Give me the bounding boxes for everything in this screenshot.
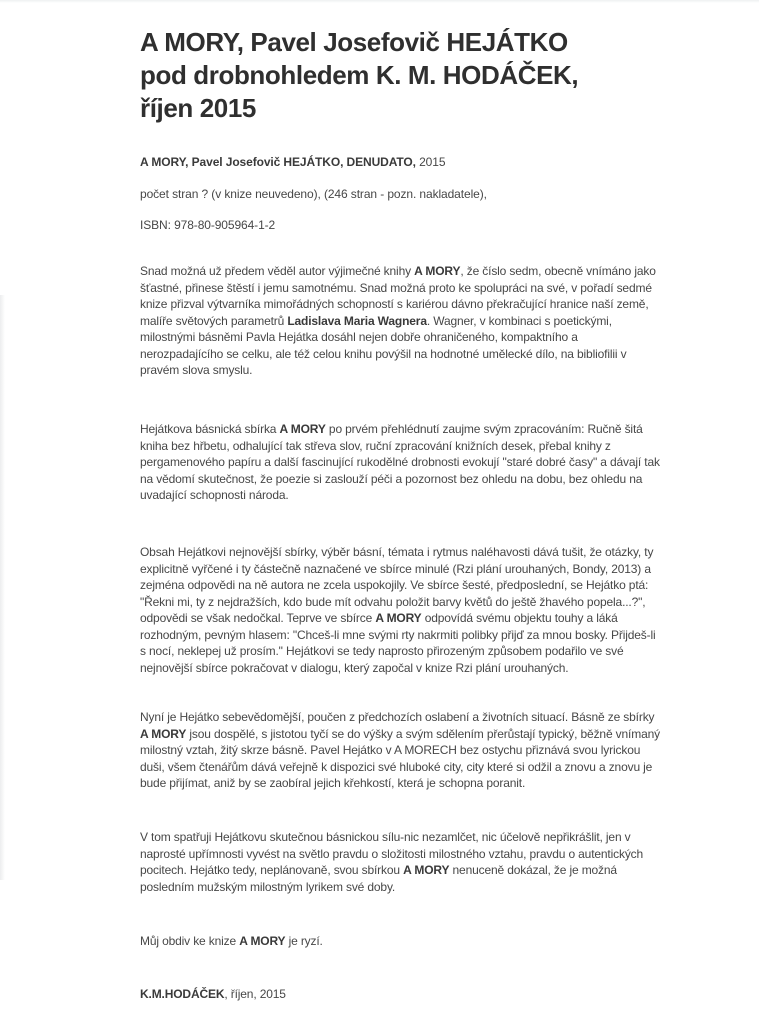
paragraph-1: Snad možná už předem věděl autor výjimečné knihy A MORY, že číslo sedm, obecně vnímáno jako šťastné, přinese štěstí i jemu samotnému. Snad možná proto ke spolupráci na své, v pořadí sedmé knize přizval výtvarníka mimořádných schopností s kariérou dávno překračující hranice naší země, malíře světových parametrů Ladislava Maria Wagnera. Wagner, v kombinaci s poetickými, milostnými básněmi Pavla Hejátka dosáhl nejen dobře ohraničeného, kompaktního a nerozpadajícího se celku, ale též celou knihu povýšil na hodnotné umělecké dílo, na bibliofilii v pravém slova smyslu.: [140, 264, 656, 377]
scan-edge-left: [0, 295, 5, 880]
edition-line: A MORY, Pavel Josefovič HEJÁTKO, DENUDATO, 2015: [140, 155, 446, 169]
page-title-line-3: říjen 2015: [140, 93, 256, 123]
page-title: [140, 26, 660, 125]
paragraph-3: Obsah Hejátkovi nejnovější sbírky, výběr básní, témata i rytmus naléhavosti dává tušit, že otázky, ty explicitně vyřčené i ty částečně naznačené ve sbírce minulé (Rzi plání urouhaných, Bondy, 2013) a zejména odpovědi na ně autora ne zcela uspokojily. Ve sbírce šesté, předposlední, se Hejátko ptá: "Řekni mi, ty z nejdražších, kdo bude mít odvahu položit barvy květů do ještě žhavého popela...?", odpovědi se však nedočkal. Teprve ve sbírce A MORY odpovídá svému objektu touhy a láká rozhodným, pevným hlasem: "Chceš-li mne svými rty nakrmiti polibky přijď za mnou bosky. Přijdeš-li s nocí, neklepej už prosím." Hejátkovi se tedy naprosto přirozeným způsobem podařilo ve své nejnovější sbírce pokračovat v dialogu, který započal v knize Rzi plání urouhaných.: [140, 545, 656, 675]
isbn-line: ISBN: 978-80-905964-1-2: [140, 218, 276, 232]
paragraph-4: Nyní je Hejátko sebevědomější, poučen z předchozích oslabení a životních situací. Básně ze sbírky A MORY jsou dospělé, s jistotou tyčí se do výšky a svým sdělením přerůstají typický, běžně vnímaný milostný vztah, žitý skrze básně. Pavel Hejátko v A MORECH bez ostychu přiznává svou lyrickou duši, všem čtenářům dává veřejně k dispozici své hluboké city, city které si odžil a znovu a znovu je bude přijímat, aniž by se zaobíral jejich křehkostí, která je schopna poranit.: [140, 710, 660, 790]
page-count-line: počet stran ? (v knize neuvedeno), (246 stran - pozn. nakladatele),: [140, 187, 487, 201]
paragraph-2: Hejátkova básnická sbírka A MORY po prvém přehlédnutí zaujme svým zpracováním: Ručně šitá kniha bez hřbetu, odhalující tak střeva slov, ruční zpracování knižních desek, přebal knihy z pergamenového papíru a další fascinující rukodělné drobnosti evokují "staré dobré časy" a dávají tak na vědomí skutečnost, že poezie si zaslouží péči a pozornost bez ohledu na dobu, bez ohledu na uvadající schopnosti národa.: [140, 422, 660, 502]
signature-line: K.M.HODÁČEK, říjen, 2015: [140, 987, 286, 1001]
scan-edge-top: [0, 0, 759, 3]
page-title-line-2: pod drobnohledem K. M. HODÁČEK,: [140, 60, 579, 90]
page-title-line-1: A MORY, Pavel Josefovič HEJÁTKO: [140, 27, 568, 57]
paragraph-5: V tom spatřuji Hejátkovu skutečnou básnickou sílu-nic nezamlčet, nic účelově nepřikrášlit, jen v naprosté upřímnosti vyvést na světlo pravdu o složitosti milostného vztahu, pravdu o autentických pocitech. Hejátko tedy, neplánovaně, svou sbírkou A MORY nenuceně dokázal, že je možná posledním mužským milostným lyrikem své doby.: [140, 830, 644, 894]
closing-line: Můj obdiv ke knize A MORY je ryzí.: [140, 934, 323, 948]
